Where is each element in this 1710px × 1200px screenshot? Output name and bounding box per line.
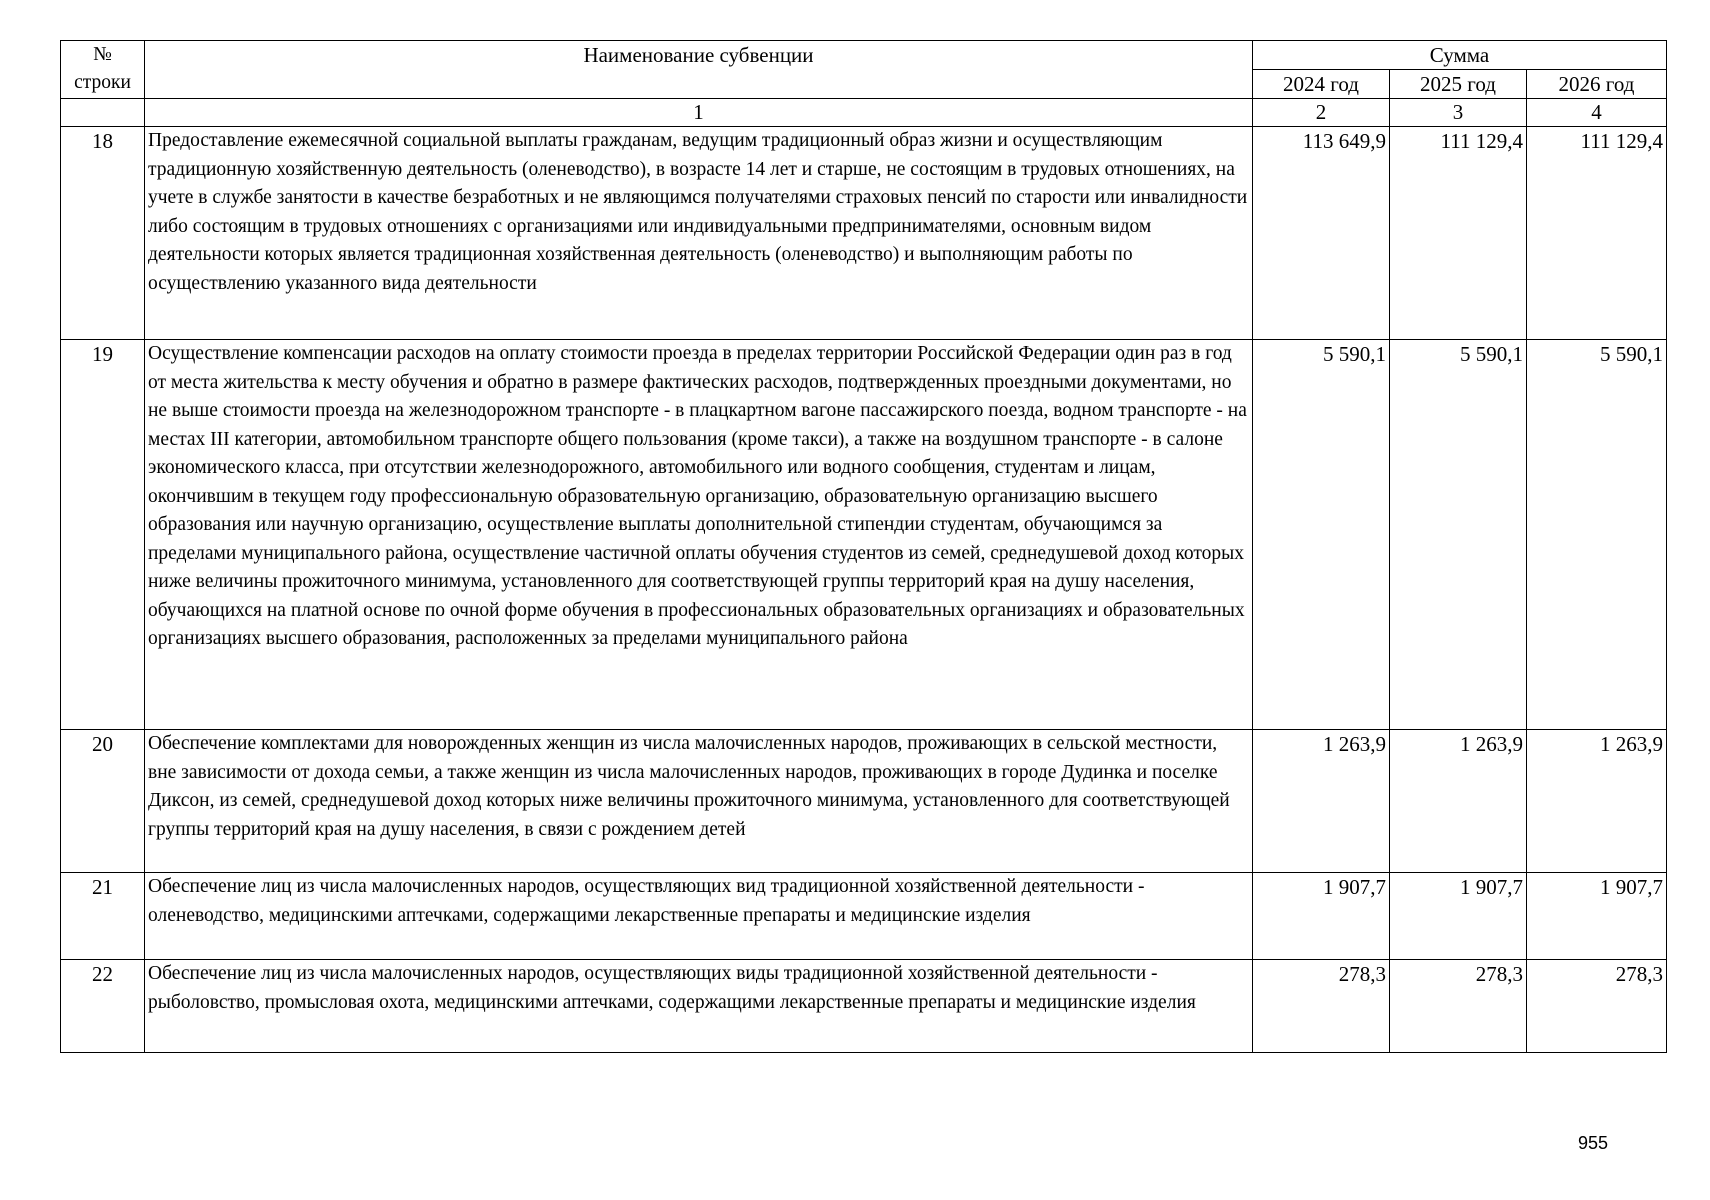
amount-2025: 111 129,4 — [1390, 127, 1527, 340]
amount-2026: 278,3 — [1527, 960, 1667, 1053]
amount-2025: 1 907,7 — [1390, 873, 1527, 960]
amount-2025: 278,3 — [1390, 960, 1527, 1053]
amount-2026: 5 590,1 — [1527, 340, 1667, 730]
amount-2024: 1 907,7 — [1253, 873, 1390, 960]
year-header-2025: 2025 год — [1390, 70, 1527, 99]
amount-2024: 5 590,1 — [1253, 340, 1390, 730]
row-number: 22 — [61, 960, 145, 1053]
column-index-2: 2 — [1253, 99, 1390, 127]
table-header — [61, 41, 1667, 127]
subvention-name: Осуществление компенсации расходов на оплату стоимости проезда в пределах территории Российской Федерации один раз в год от места жительства к месту обучения и обратно в размере фактических расходов, подтвержденных проездными документами, но не выше стоимости проезда на железнодорожном транспорте - в плацкартном вагоне пассажирского поезда, водном транспорте - на местах III категории, автомобильном транспорте общего пользования (кроме такси), а также на воздушном транспорте - в салоне экономического класса, при отсутствии железнодорожного, автомобильного или водного сообщения, студентам и лицам, окончившим в текущем году профессиональную образовательную организацию, образовательную организацию высшего образования или научную организацию, осуществление выплаты дополнительной стипендии студентам, обучающимся за пределами муниципального района, осуществление частичной оплаты обучения студентов из семей, среднедушевой доход которых ниже величины прожиточного минимума, установленного для соответствующей группы территорий края на душу населения, обучающихся на платной основе по очной форме обучения в профессиональных образовательных организациях и образовательных организациях высшего образования, расположенных за пределами муниципального района — [145, 340, 1253, 730]
subvention-table — [60, 40, 1667, 1053]
year-header-2024: 2024 год — [1253, 70, 1390, 99]
amount-2026: 1 263,9 — [1527, 730, 1667, 873]
table-body — [61, 127, 1667, 1053]
amount-2024: 278,3 — [1253, 960, 1390, 1053]
row-number-header — [61, 41, 145, 99]
table-row — [61, 127, 1667, 340]
row-number: 19 — [61, 340, 145, 730]
column-index-4: 4 — [1527, 99, 1667, 127]
subvention-name: Обеспечение лиц из числа малочисленных народов, осуществляющих виды традиционной хозяйственной деятельности - рыболовство, промысловая охота, медицинскими аптечками, содержащими лекарственные препараты и медицинские изделия — [145, 960, 1253, 1053]
row-number-header-line1: № — [93, 44, 112, 65]
name-header: Наименование субвенции — [145, 41, 1253, 99]
column-index-3: 3 — [1390, 99, 1527, 127]
subvention-name: Предоставление ежемесячной социальной выплаты гражданам, ведущим традиционный образ жизни и осуществляющим традиционную хозяйственную деятельность (оленеводство), в возрасте 14 лет и старше, не состоящим в трудовых отношениях, на учете в службе занятости в качестве безработных и не являющимся получателями страховых пенсий по старости или инвалидности либо состоящим в трудовых отношениях с организациями или индивидуальными предпринимателями, основным видом деятельности которых является традиционная хозяйственная деятельность (оленеводство) и выполняющим работы по осуществлению указанного вида деятельности — [145, 127, 1253, 340]
amount-2024: 1 263,9 — [1253, 730, 1390, 873]
year-header-2026: 2026 год — [1527, 70, 1667, 99]
page-number: 955 — [1578, 1133, 1609, 1153]
amount-2024: 113 649,9 — [1253, 127, 1390, 340]
column-index-blank — [61, 99, 145, 127]
column-index-row — [61, 99, 1667, 127]
table-row — [61, 960, 1667, 1053]
column-index-1: 1 — [145, 99, 1253, 127]
table-row — [61, 873, 1667, 960]
amount-2026: 111 129,4 — [1527, 127, 1667, 340]
row-number: 21 — [61, 873, 145, 960]
row-number-header-line2: строки — [74, 72, 131, 93]
sum-header: Сумма — [1253, 41, 1667, 70]
table-row — [61, 730, 1667, 873]
amount-2025: 1 263,9 — [1390, 730, 1527, 873]
subvention-name: Обеспечение комплектами для новорожденных женщин из числа малочисленных народов, проживающих в сельской местности, вне зависимости от дохода семьи, а также женщин из числа малочисленных народов, проживающих в городе Дудинка и поселке Диксон, из семей, среднедушевой доход которых ниже величины прожиточного минимума, установленного для соответствующей группы территорий края на душу населения, в связи с рождением детей — [145, 730, 1253, 873]
header-row-1 — [61, 41, 1667, 70]
amount-2025: 5 590,1 — [1390, 340, 1527, 730]
row-number: 20 — [61, 730, 145, 873]
table-row — [61, 340, 1667, 730]
subvention-name: Обеспечение лиц из числа малочисленных народов, осуществляющих вид традиционной хозяйственной деятельности - оленеводство, медицинскими аптечками, содержащими лекарственные препараты и медицинские изделия — [145, 873, 1253, 960]
amount-2026: 1 907,7 — [1527, 873, 1667, 960]
row-number: 18 — [61, 127, 145, 340]
